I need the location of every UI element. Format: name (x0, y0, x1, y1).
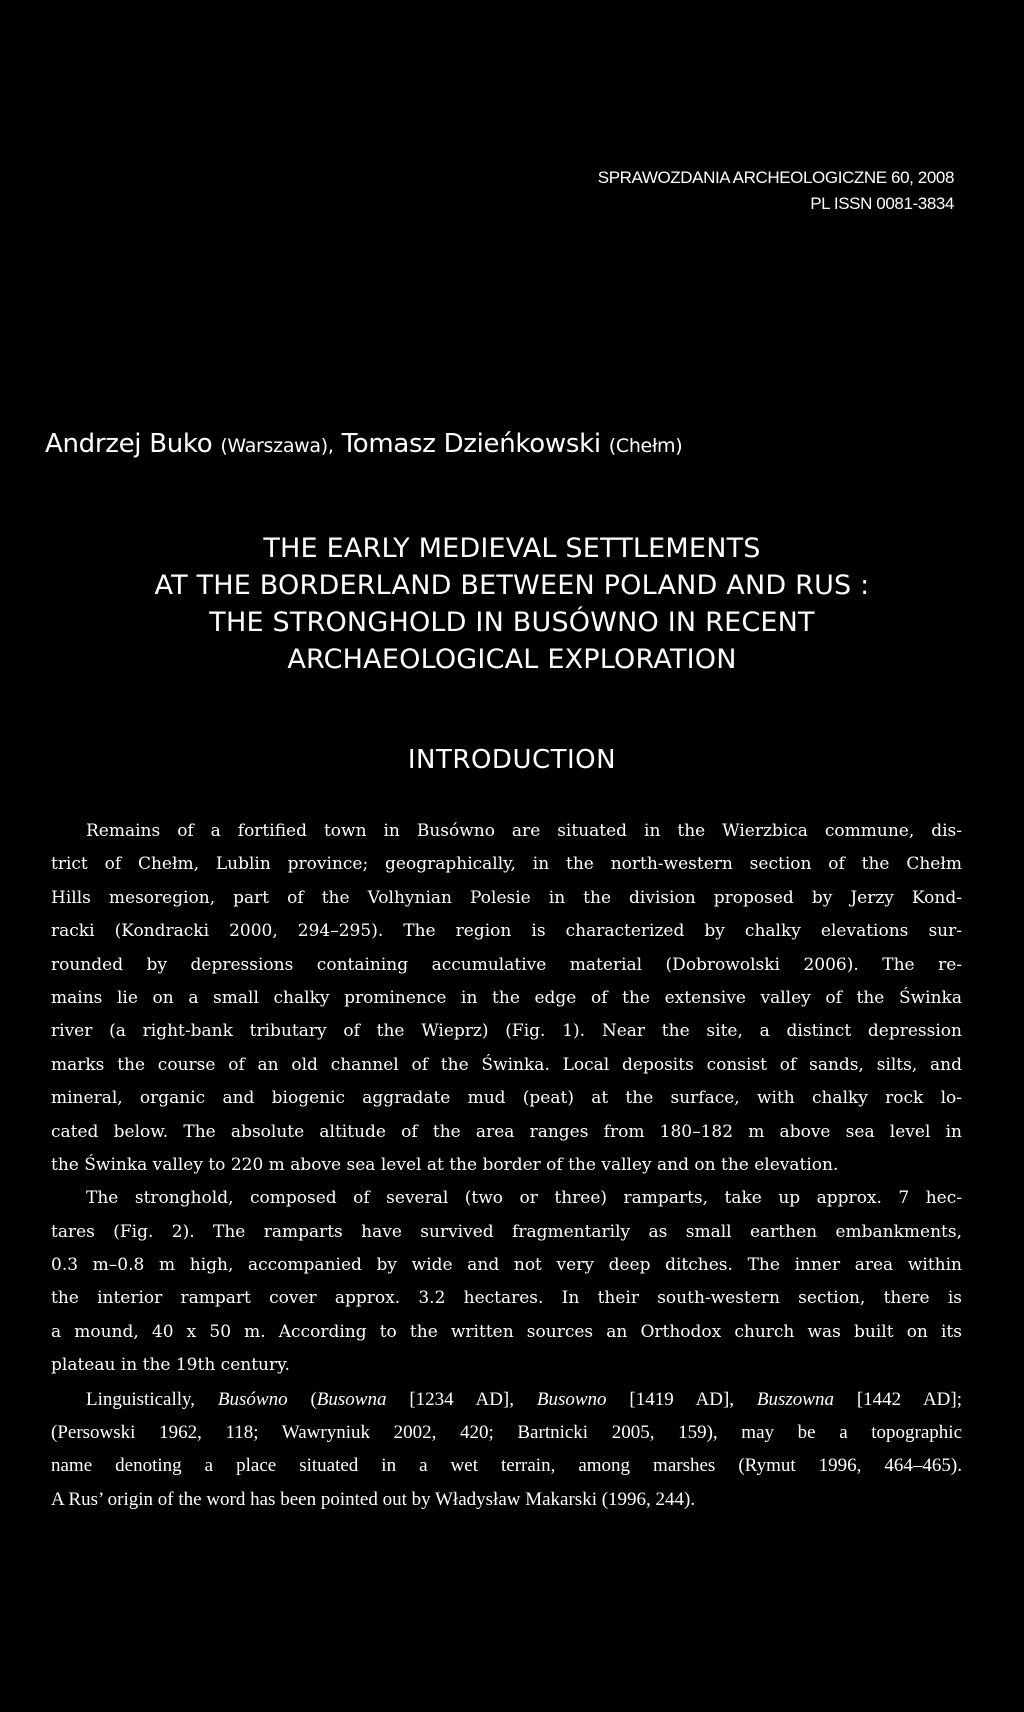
italic-place-name: Busowno (536, 1388, 607, 1410)
text-line: the interior rampart cover approx. 3.2 hectares. In their south-western section, there is (51, 1288, 962, 1309)
journal-issn: PL ISSN 0081-3834 (810, 194, 954, 213)
text-line (51, 1383, 962, 1416)
journal-name: SPRAWOZDANIA ARCHEOLOGICZNE 60, 2008 (597, 168, 954, 187)
author-name: Tomasz Dzieńkowski (341, 429, 601, 459)
journal-header (598, 165, 954, 217)
text-run: [1234 AD], (386, 1388, 537, 1410)
text-line: the Świnka valley to 220 m above sea level at the border of the valley and on the elevation. (51, 1154, 839, 1175)
text-line: The stronghold, composed of several (two or three) ramparts, take up approx. 7 hec- (86, 1188, 962, 1209)
text-line: name denoting a place situated in a wet terrain, among marshes (Rymut 1996, 464–465). (51, 1455, 962, 1477)
section-heading: INTRODUCTION (407, 745, 617, 775)
text-line: marks the course of an old channel of the Świnka. Local deposits consist of sands, silts, and (51, 1054, 962, 1075)
author-affiliation: (Warszawa), (220, 435, 334, 457)
author-affiliation: (Chełm) (608, 435, 683, 457)
text-line: plateau in the 19th century. (51, 1355, 290, 1376)
text-line: mineral, organic and biogenic aggradate mud (peat) at the surface, with chalky rock lo- (51, 1088, 962, 1109)
text-run: ( (287, 1388, 317, 1410)
text-line: (Persowski 1962, 118; Wawryniuk 2002, 420; Bartnicki 2005, 159), may be a topographic (51, 1422, 962, 1444)
text-run: [1442 AD]; (833, 1388, 962, 1410)
text-line: mains lie on a small chalky prominence in the edge of the extensive valley of the Świnka (51, 987, 962, 1008)
author-name: Andrzej Buko (45, 429, 213, 459)
text-line: a mound, 40 x 50 m. According to the written sources an Orthodox church was built on its (51, 1321, 962, 1342)
article-title (0, 530, 1024, 678)
title-line: THE EARLY MEDIEVAL SETTLEMENTS (263, 533, 761, 564)
text-line: racki (Kondracki 2000, 294–295). The region is characterized by chalky elevations sur- (51, 921, 962, 942)
text-line: Remains of a fortified town in Busówno are situated in the Wierzbica commune, dis- (86, 821, 962, 841)
body-text (51, 815, 962, 1516)
title-line: THE STRONGHOLD IN BUSÓWNO IN RECENT (209, 607, 815, 638)
text-line: 0.3 m–0.8 m high, accompanied by wide and not very deep ditches. The inner area within (51, 1255, 962, 1276)
italic-place-name: Buszowna (756, 1388, 834, 1410)
text-line: cated below. The absolute altitude of the area ranges from 180–182 m above sea level in (51, 1121, 962, 1142)
text-run: [1419 AD], (606, 1388, 757, 1410)
italic-place-name: Busówno (217, 1388, 288, 1410)
text-line: A Rus’ origin of the word has been pointed out by Władysław Makarski (1996, 244). (51, 1488, 696, 1510)
author-line (45, 426, 682, 464)
text-line: trict of Chełm, Lublin province; geographically, in the north-western section of the Chełm (51, 854, 962, 875)
text-line: river (a right-bank tributary of the Wieprz) (Fig. 1). Near the site, a distinct depression (51, 1021, 962, 1042)
text-line: tares (Fig. 2). The ramparts have survived fragmentarily as small earthen embankments, (51, 1221, 962, 1242)
italic-place-name: Busowna (316, 1388, 387, 1410)
text-run: Linguistically, (86, 1388, 218, 1410)
title-line: ARCHAEOLOGICAL EXPLORATION (287, 644, 737, 675)
text-line: rounded by depressions containing accumulative material (Dobrowolski 2006). The re- (51, 954, 962, 975)
text-line: Hills mesoregion, part of the Volhynian Polesie in the division proposed by Jerzy Kond- (51, 887, 962, 908)
title-line: AT THE BORDERLAND BETWEEN POLAND AND RUS : (154, 570, 870, 601)
